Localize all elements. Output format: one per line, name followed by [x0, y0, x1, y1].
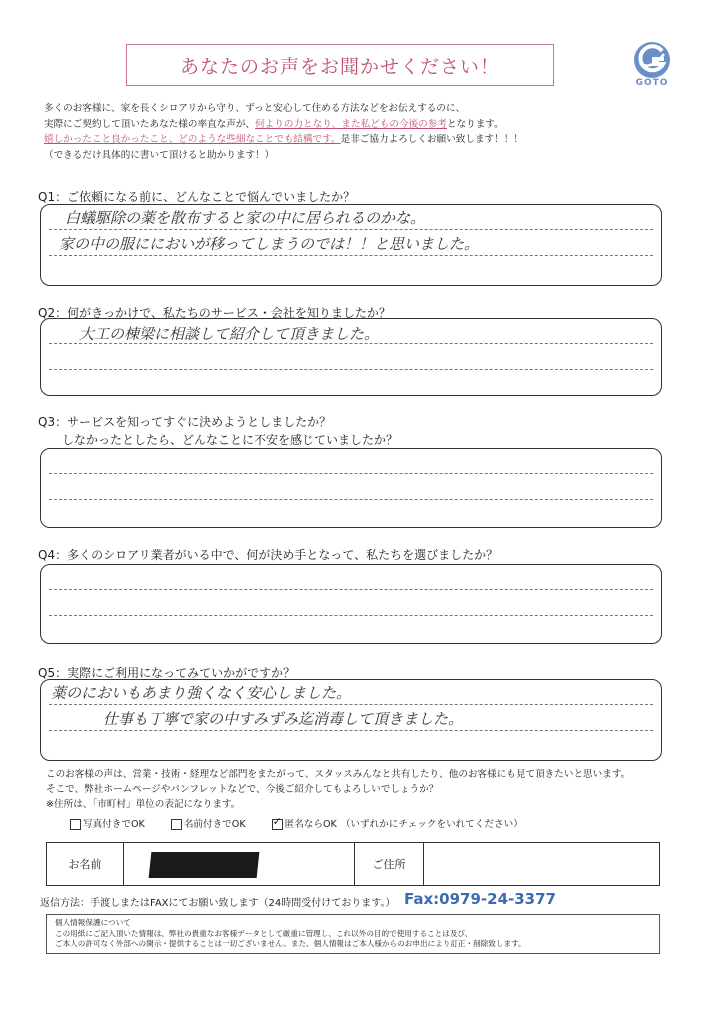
q5-answer-line-1: 薬のにおいもあまり強くなく安心しました。 [51, 684, 352, 702]
intro-line-2a: 実際にご契約して頂いたあなた様の率直な声が、 [44, 118, 256, 130]
redacted-name [149, 852, 260, 878]
option-instruction: （いずれかにチェックをいれてください） [340, 819, 523, 830]
consent-note [46, 767, 630, 812]
address-field[interactable] [424, 843, 659, 885]
q4-answer-box[interactable] [40, 564, 662, 644]
name-label: お名前 [47, 843, 124, 885]
q1-answer-line-1: 白蟻駆除の薬を散布すると家の中に居られるのかな。 [65, 209, 426, 227]
privacy-title: 個人情報保護について [55, 918, 131, 927]
q5-answer-box[interactable] [40, 679, 662, 761]
q3-label-2: しなかったとしたら、どんなことに不安を感じていましたか？ [62, 433, 399, 447]
q2-answer-line-1: 大工の棟梁に相談して紹介して頂きました。 [79, 325, 380, 343]
name-address-table [46, 842, 660, 886]
option-anonymous-label: 匿名ならOK [284, 819, 337, 830]
goto-logo-icon [630, 40, 674, 80]
intro-line-2b: 何よりの力となり、また私どもの今後の参考 [255, 118, 447, 130]
q1-answer-box[interactable] [40, 204, 662, 286]
consent-note-line-3: ※住所は、「市町村」単位の表記になります。 [46, 799, 241, 810]
fax-number: Fax:0979-24-3377 [404, 890, 556, 908]
intro-line-3a: 嬉しかったこと良かったこと、どのような些細なことでも結構です。 [44, 134, 341, 145]
option-photo[interactable] [70, 816, 145, 830]
company-logo [630, 40, 674, 90]
privacy-notice [46, 914, 660, 954]
q5-label: Q5：実際にご利用になってみていかがですか？ [38, 666, 296, 680]
intro-line-1: 多くのお客様に、家を長くシロアリから守り、ずっと安心して住める方法などをお伝えするのに、 [44, 103, 466, 114]
address-label: ご住所 [355, 843, 424, 885]
q3-label-1: Q3：サービスを知ってすぐに決めようとしましたか？ [38, 415, 332, 429]
consent-note-line-2: そこで、弊社ホームページやパンフレットなどで、今後ご紹介してもよろしいでしょうか？ [46, 784, 439, 795]
q2-answer-box[interactable] [40, 318, 662, 396]
intro-line-3 [44, 132, 664, 148]
q1-label: Q1：ご依頼になる前に、どんなことで悩んでいましたか？ [38, 190, 356, 204]
anonymous-checkbox[interactable] [272, 819, 283, 830]
option-anonymous[interactable] [272, 816, 523, 830]
option-photo-label: 写真付きでOK [83, 819, 145, 830]
logo-text: GOTO [635, 78, 669, 88]
intro-line-2 [44, 117, 664, 133]
q2-label: Q2：何がきっかけで、私たちのサービス・会社を知りましたか？ [38, 306, 391, 320]
option-name[interactable] [171, 816, 246, 830]
reply-method: 返信方法：手渡しまたはFAXにてお願い致します（24時間受付けております。） [40, 898, 396, 909]
intro-text [44, 101, 664, 163]
consent-note-line-1: このお客様の声は、営業・技術・経理など部門をまたがって、スタッスみんなと共有したり、他のお客様にも見て頂きたいと思います。 [46, 769, 631, 780]
q3-answer-box[interactable] [40, 448, 662, 528]
q4-label: Q4：多くのシロアリ業者がいる中で、何が決め手となって、私たちを選びましたか？ [38, 548, 499, 562]
privacy-line-2: ご本人の許可なく外部への開示・提供することは一切ございません。また、個人情報はご本人様からのお申出により訂正・削除致します。 [55, 939, 526, 948]
q5-answer-line-2: 仕事も丁寧で家の中すみずみ迄消毒して頂きました。 [103, 710, 464, 728]
title-box [126, 44, 554, 86]
intro-line-4: （できるだけ具体的に書いて頂けると助かります！） [44, 149, 275, 161]
option-name-label: 名前付きでOK [183, 819, 246, 830]
name-checkbox[interactable] [171, 819, 182, 830]
intro-line-2c: となります。 [446, 118, 504, 130]
q1-answer-line-2: 家の中の服ににおいが移ってしまうのでは！！と思いました。 [59, 235, 480, 253]
consent-options [70, 816, 523, 830]
privacy-line-1: この用紙にご記入頂いた情報は、弊社の貴重なお客様データとして厳重に管理し、これ以外の目的で使用することは及び、 [55, 928, 473, 938]
page-title: あなたのお声をお聞かせください！ [179, 55, 500, 78]
photo-checkbox[interactable] [70, 819, 81, 830]
intro-line-3b: 是非ご協力よろしくお願い致します！！！ [340, 134, 523, 145]
